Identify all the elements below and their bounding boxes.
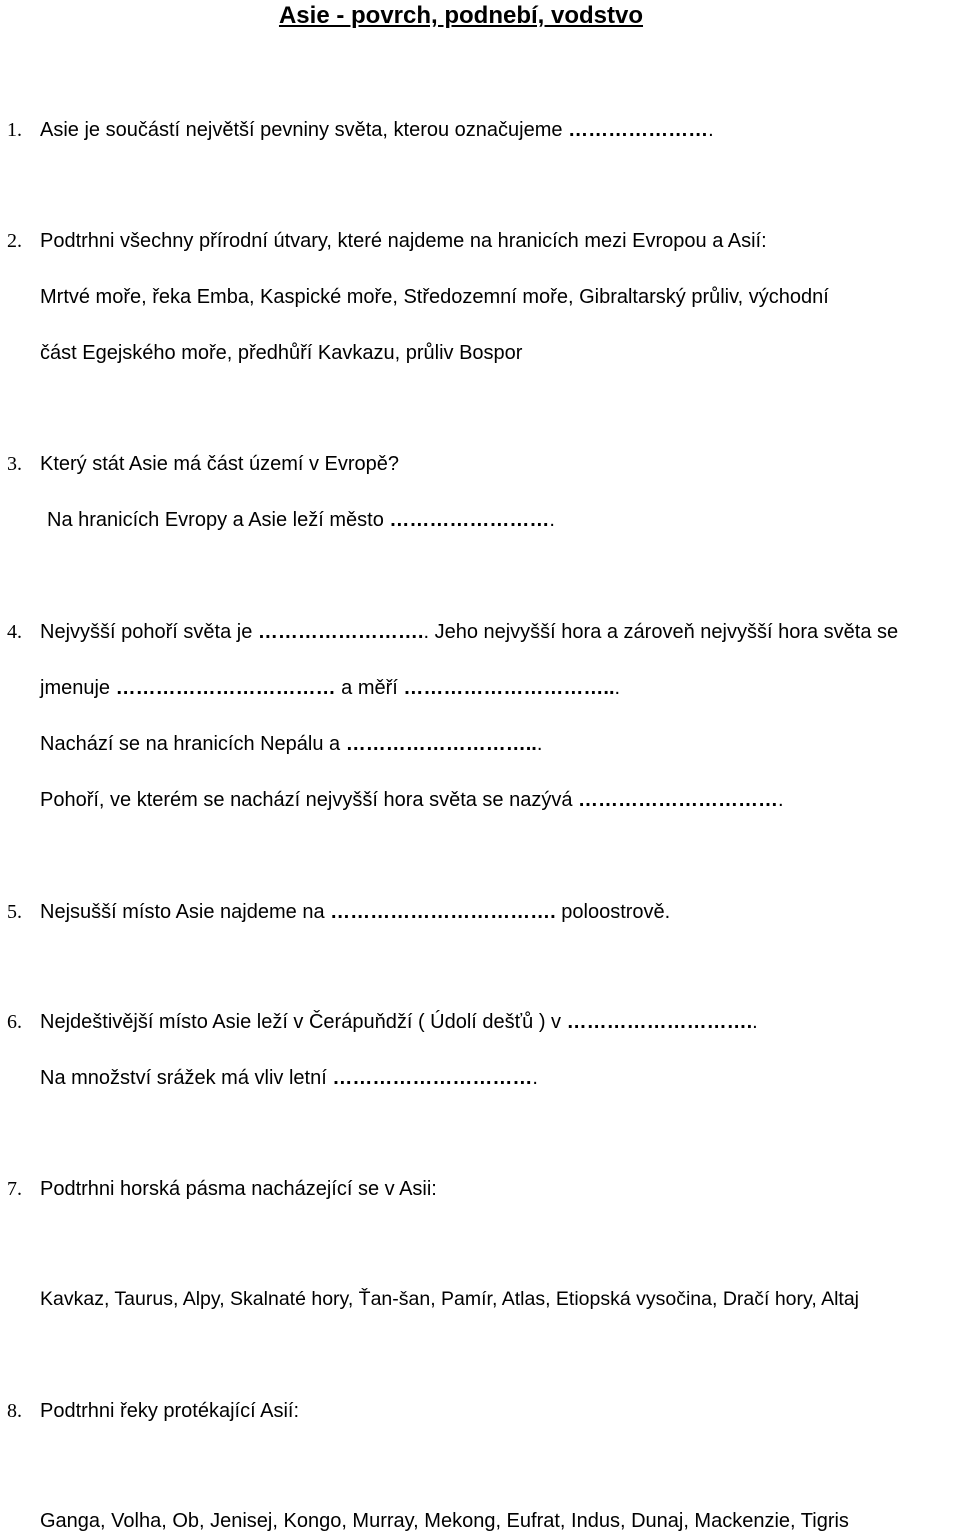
punctuation: . [778,789,784,811]
question-number: 7. [7,1178,22,1200]
answer-blank[interactable]: ……………………………. [330,901,556,923]
question-text: poloostrově. [561,901,671,923]
question-text: Na hranicích Evropy a Asie leží město [47,509,384,531]
question-number: 8. [7,1400,22,1422]
question-text: Na množství srážek má vliv letní [40,1067,327,1089]
question-7: Podtrhni horská pásma nacházející se v Asii: [40,1178,437,1200]
question-text: Nejdeštivější místo Asie leží v Čerápuňdží ( Údolí dešťů ) v [40,1011,562,1033]
question-text: a měří [341,677,398,699]
answer-blank[interactable]: ………………………… [578,789,779,811]
question-text: Nejsušší místo Asie najdeme na [40,901,325,923]
answer-blank[interactable]: ……………………. [257,621,424,643]
answer-blank[interactable]: …………………………… [115,677,336,699]
answer-blank[interactable]: ………………………… [332,1067,533,1089]
answer-blank[interactable]: …………………… [389,509,550,531]
option-list-line: část Egejského moře, předhůří Kavkazu, průliv Bospor [40,342,523,364]
question-number: 1. [7,119,22,141]
question-2: Podtrhni všechny přírodní útvary, které najdeme na hranicích mezi Evropou a Asií: [40,230,767,252]
question-4-line-3 [40,732,542,756]
question-number: 4. [7,621,22,643]
answer-blank[interactable]: ………………… [568,119,709,141]
punctuation: . [532,1067,538,1089]
option-list-line: Mrtvé moře, řeka Emba, Kaspické moře, Středozemní moře, Gibraltarský průliv, východní [40,286,829,308]
question-6-line-2 [40,1066,538,1090]
punctuation: . [708,119,714,141]
punctuation: . [536,733,543,755]
question-number: 5. [7,901,22,923]
question-text: Asie je součástí největší pevniny světa, kterou označujeme [40,119,563,141]
question-3-line-2 [47,508,555,532]
question-text: . Jeho nejvyšší hora a zároveň nejvyšší hora světa se [423,621,899,643]
question-3: Který stát Asie má část území v Evropě? [40,453,400,475]
question-5 [40,900,670,924]
option-list-line: Ganga, Volha, Ob, Jenisej, Kongo, Murray, Mekong, Eufrat, Indus, Dunaj, Mackenzie, Tigris [40,1510,849,1532]
answer-blank[interactable]: ……………………….. [345,733,537,755]
question-number: 3. [7,453,22,475]
question-text: Nejvyšší pohoří světa je [40,621,253,643]
page-title: Asie - povrch, podnebí, vodstvo [278,2,644,29]
question-text: Pohoří, ve kterém se nachází nejvyšší hora světa se nazývá [40,789,573,811]
punctuation: . [549,509,555,531]
question-8: Podtrhni řeky protékající Asií: [40,1400,300,1422]
question-text: jmenuje [40,677,111,699]
option-list-line: Kavkaz, Taurus, Alpy, Skalnaté hory, Ťan-šan, Pamír, Atlas, Etiopská vysočina, Dračí hory, Altaj [40,1288,860,1310]
question-1 [40,118,714,142]
question-4-line-4 [40,788,784,812]
answer-blank[interactable]: ………………………….. [403,677,615,699]
question-4-line-2 [40,676,620,700]
punctuation: . [752,1011,758,1033]
question-6 [40,1010,758,1034]
question-number: 6. [7,1011,22,1033]
question-4 [40,620,898,644]
question-number: 2. [7,230,22,252]
question-text: Nachází se na hranicích Nepálu a [40,733,341,755]
answer-blank[interactable]: ………………………. [566,1011,753,1033]
punctuation: . [614,677,621,699]
